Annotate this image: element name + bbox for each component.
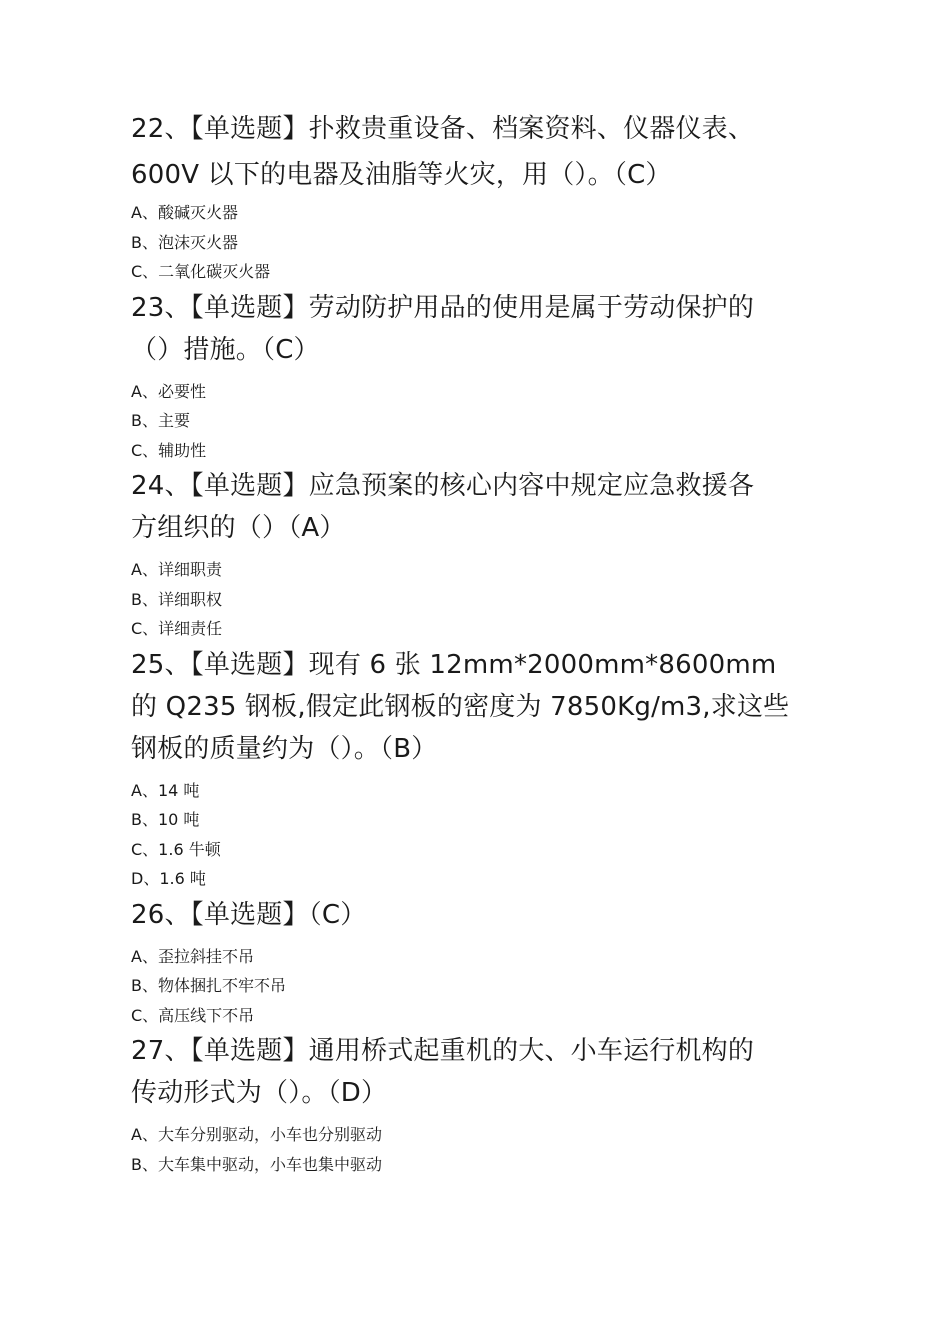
question-title-line: 600V 以下的电器及油脂等火灾，用（）。（C） [131,160,672,190]
question-title-line: 的 Q235 钢板,假定此钢板的密度为 7850Kg/m3,求这些 [131,691,790,722]
option-a: A、详细职责 [131,560,222,579]
option-c: C、辅助性 [131,440,207,460]
question-26 [131,894,821,1031]
question-title-line: 25、【单选题】现有 6 张 12mm*2000mm*8600mm [131,649,777,680]
question-title-line: 传动形式为（）。（D） [131,1078,388,1108]
option-c: C、详细责任 [131,619,223,638]
option-a: A、歪拉斜挂不吊 [131,946,254,966]
document-page [131,108,821,1179]
option-b: B、物体捆扎不牢不吊 [131,976,286,995]
option-c: C、二氧化碳灭火器 [131,262,271,281]
option-a: A、14 吨 [131,780,200,800]
question-title-line: 22、【单选题】扑救贵重设备、档案资料、仪器仪表、 [131,114,755,144]
question-22 [131,108,821,287]
option-a: A、必要性 [131,381,206,401]
option-b: B、大车集中驱动，小车也集中驱动 [131,1154,382,1174]
question-25 [131,644,821,894]
option-b: B、10 吨 [131,810,200,829]
question-27 [131,1030,821,1179]
question-title-line: 钢板的质量约为（）。（B） [131,733,438,764]
option-c: C、高压线下不吊 [131,1005,255,1025]
question-title-line: 24、【单选题】应急预案的核心内容中规定应急救援各 [131,471,755,501]
question-title-line: 27、【单选题】通用桥式起重机的大、小车运行机构的 [131,1036,755,1066]
question-title-line: 23、【单选题】劳动防护用品的使用是属于劳动保护的 [131,292,755,323]
option-b: B、详细职权 [131,589,222,609]
option-b: B、泡沫灭火器 [131,232,238,252]
question-title-line: 方组织的（）（A） [131,513,346,543]
option-c: C、1.6 牛顿 [131,839,221,859]
question-24 [131,465,821,644]
option-b: B、主要 [131,411,190,430]
option-d: D、1.6 吨 [131,869,206,888]
option-a: A、大车分别驱动，小车也分别驱动 [131,1125,382,1144]
question-title-line: 26、【单选题】（C） [131,899,367,930]
question-title-line: （）措施。（C） [131,334,320,365]
option-a: A、酸碱灭火器 [131,203,238,222]
question-23 [131,287,821,466]
